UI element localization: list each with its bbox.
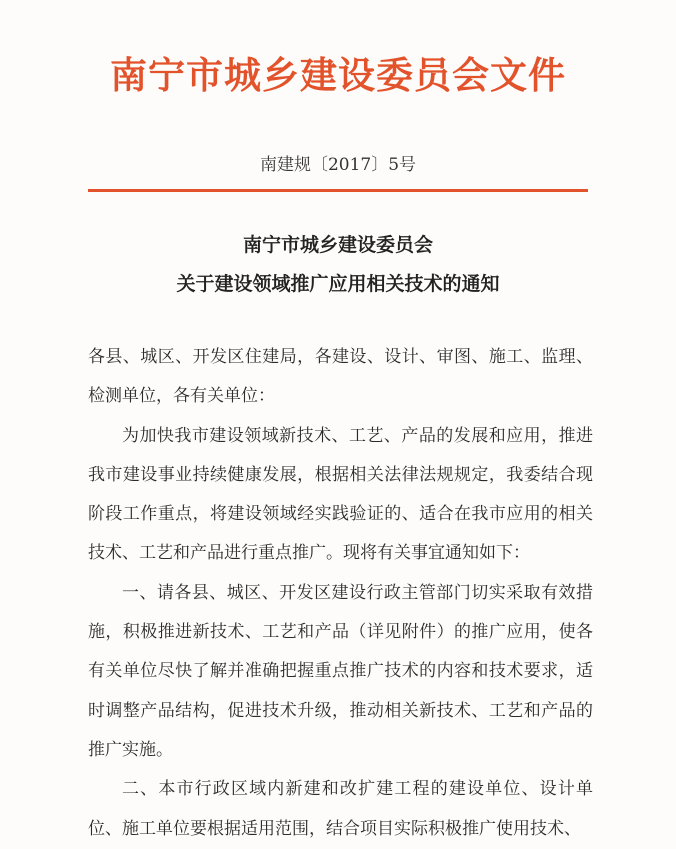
salutation: 各县、城区、开发区住建局，各建设、设计、审图、施工、监理、检测单位，各有关单位： [88, 347, 593, 407]
document-header-title: 南宁市城乡建设委员会文件 [110, 53, 566, 97]
header-divider [88, 189, 588, 192]
notice-title-line2: 关于建设领域推广应用相关技术的通知 [176, 273, 500, 295]
notice-title-line1: 南宁市城乡建设委员会 [242, 234, 433, 256]
paragraph-item-1: 一、请各县、城区、开发区建设行政主管部门切实采取有效措施，积极推进新技术、工艺和产品（详见附件）的推广应用，使各有关单位尽快了解并准确把握重点推广技术的内容和技术要求，适时调整产品结构，促进技术升级，推动相关新技术、工艺和产品的推广实施。 [88, 582, 593, 760]
document-number: 南建规〔2017〕5号 [259, 155, 417, 175]
notice-body [88, 338, 593, 849]
paragraph-intro: 为加快我市建设领域新技术、工艺、产品的发展和应用，推进我市建设事业持续健康发展，根据相关法律法规规定，我委结合现阶段工作重点，将建设领域经实践验证的、适合在我市应用的相关技术、工艺和产品进行重点推广。现将有关事宜通知如下： [88, 425, 593, 564]
paragraph-item-2: 二、本市行政区域内新建和改扩建工程的建设单位、设计单位、施工单位要根据适用范围，结合项目实际积极推广使用技术、 [88, 779, 593, 839]
